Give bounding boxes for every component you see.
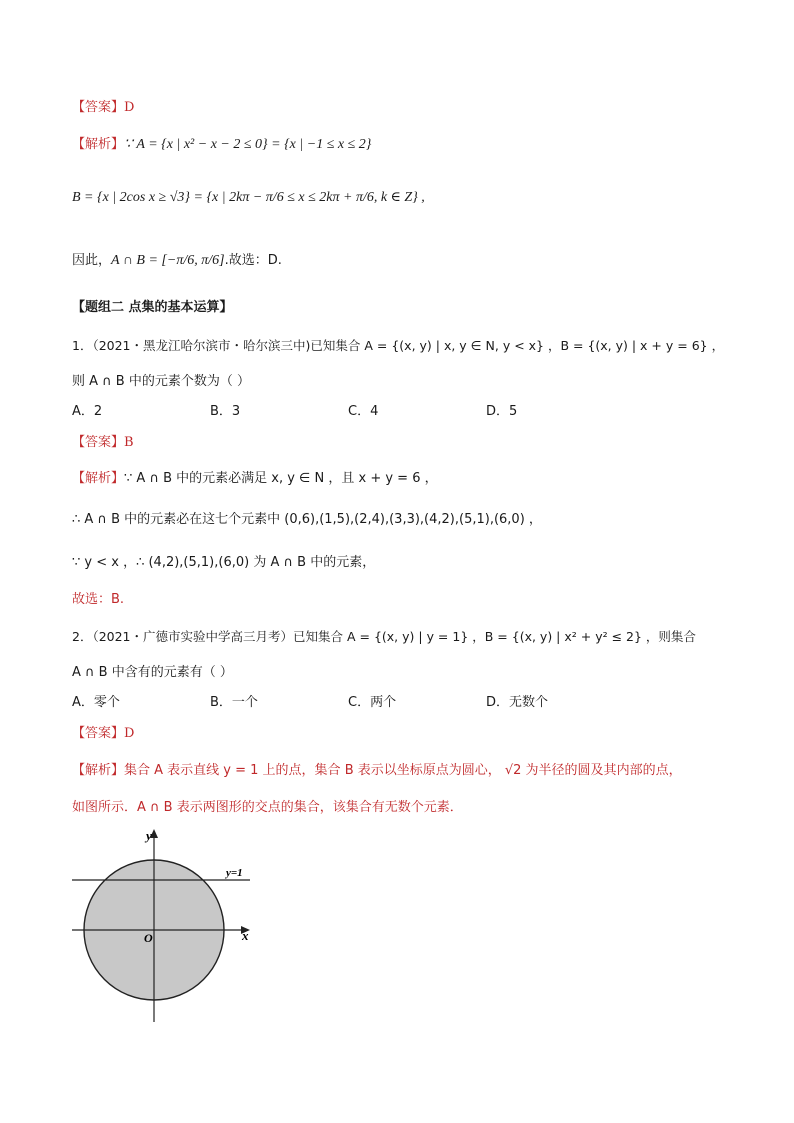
q1-answer-line [72,433,134,453]
conclusion-suffix: .故选：D. [224,253,282,268]
q1-option-c: C．4 [348,404,379,419]
q2-option-c: C．两个 [348,695,397,710]
q1-analysis-3: ∵ y < x ，∴ (4,2),(5,1),(6,0) 为 A ∩ B 中的元素， [72,555,376,570]
q1-analysis-4: 故选：B. [72,592,125,607]
q2-option-d: D．无数个 [486,695,549,710]
intersection-math: A ∩ B = [−π/6, π/6] [111,253,225,268]
analysis-tag: 【解析】 [72,763,125,778]
q2-answer-line [72,724,134,744]
q1-option-d: D．5 [486,404,518,419]
analysis-line-1 [72,135,371,155]
analysis-tag: 【解析】 [72,137,125,152]
circle-figure [68,826,258,1026]
y-axis-label: y [146,828,152,843]
set-b-derivation [72,188,425,208]
q1-analysis-line-1 [72,469,438,489]
q1-analysis-2: ∴ A ∩ B 中的元素必在这七个元素中 (0,6),(1,5),(2,4),(3,3),(4,2),(5,1),(6,0) ， [72,512,542,527]
answer-tag: 【答案】 [72,100,125,115]
q2-stem: 2．（2021・广德市实验中学高三月考）已知集合 A = {(x, y) | y = 1} ，B = {(x, y) | x² + y² ≤ 2} ，则集合 [72,629,696,644]
x-axis-label: x [242,928,249,943]
origin-label: O [144,931,153,945]
q2-analysis-1: 集合 A 表示直线 y = 1 上的点，集合 B 表示以坐标原点为圆心， √2 为半径的圆及其内部的点， [124,763,682,778]
answer-line-1 [72,98,134,118]
answer-tag: 【答案】 [72,435,125,450]
q1-stem-2: 则 A ∩ B 中的元素个数为（ ） [72,374,250,389]
line-label: y=1 [226,867,243,879]
q2-stem-2: A ∩ B 中含有的元素有（ ） [72,665,233,680]
q2-analysis-2: 如图所示．A ∩ B 表示两图形的交点的集合，该集合有无数个元素． [72,800,463,815]
q2-analysis-line-1 [72,761,682,781]
q1-option-b: B．3 [210,404,241,419]
section-title: 【题组二 点集的基本运算】 [72,300,233,315]
set-b-math: B = {x | 2cos x ≥ √3} = {x | 2kπ − π/6 ≤ x ≤ 2kπ + π/6, k ∈ Z} , [72,190,425,205]
answer-value: D [124,100,135,115]
analysis-tag: 【解析】 [72,471,125,486]
conclusion-prefix: 因此， [72,253,112,268]
set-a-derivation: ∵ A = {x | x² − x − 2 ≤ 0} = {x | −1 ≤ x ≤ 2} [124,137,372,152]
q1-stem: 1．（2021・黑龙江哈尔滨市・哈尔滨三中)已知集合 A = {(x, y) | x, y ∈ N, y < x} ，B = {(x, y) | x + y = 6} ， [72,338,725,353]
q1-option-a: A．2 [72,404,103,419]
conclusion-line-1 [72,251,282,271]
q2-option-b: B．一个 [210,695,258,710]
q1-analysis-1: ∵ A ∩ B 中的元素必满足 x, y ∈ N ，且 x + y = 6 ， [124,471,438,486]
q2-answer-value: D [124,726,135,741]
answer-tag: 【答案】 [72,726,125,741]
q2-option-a: A．零个 [72,695,120,710]
q1-answer-value: B [124,435,134,450]
